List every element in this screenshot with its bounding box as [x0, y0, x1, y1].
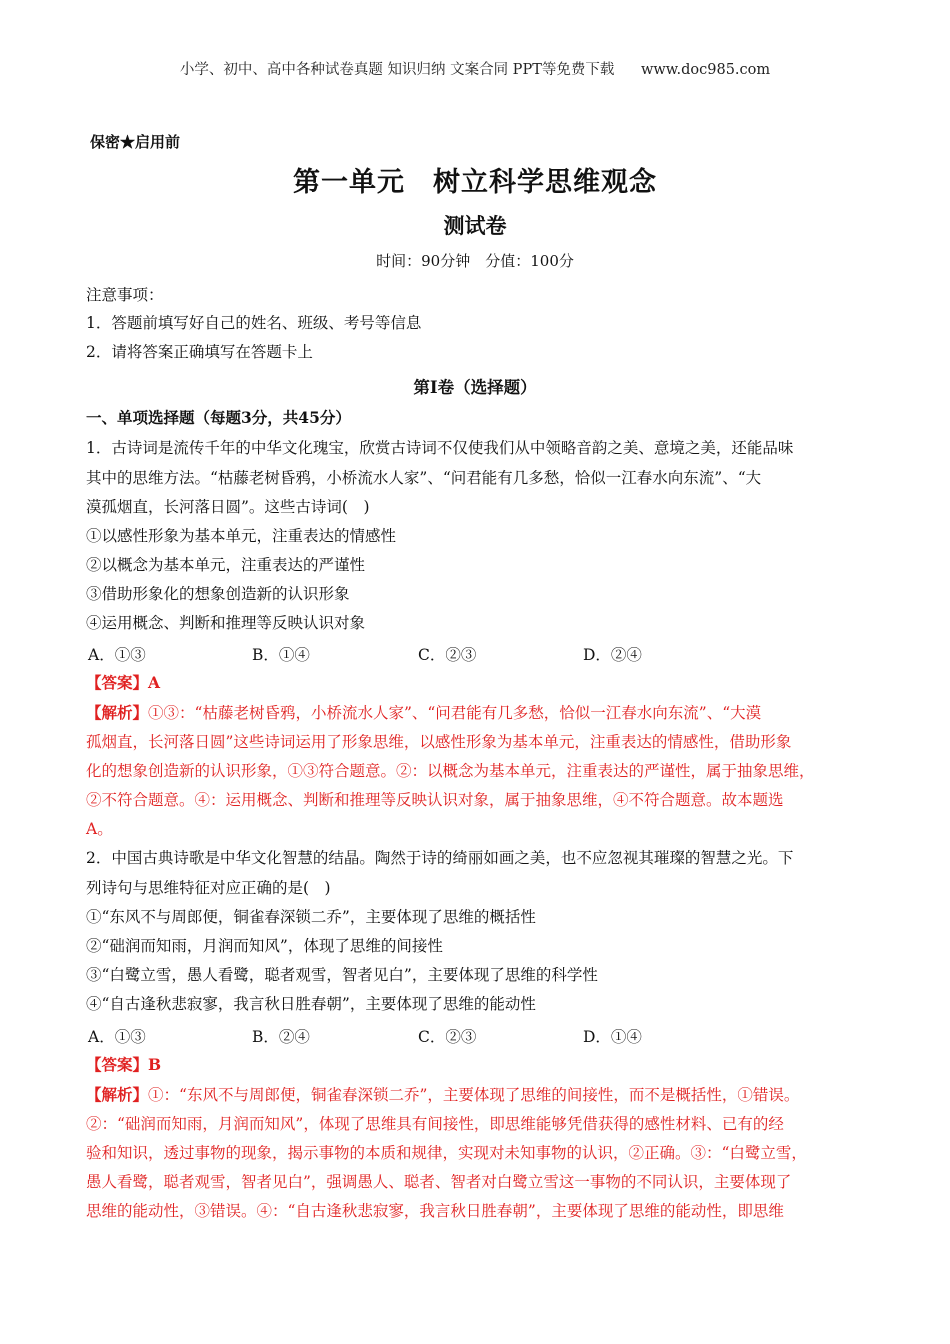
q1-option-d: D．②④: [583, 646, 642, 664]
note-item: 1．答题前填写好自己的姓名、班级、考号等信息: [86, 314, 422, 332]
q1-item: ②以概念为基本单元，注重表达的严谨性: [86, 556, 366, 574]
q1-analysis-line: ②不符合题意。④：运用概念、判断和推理等反映认识对象，属于抽象思维，④不符合题意。故本题选: [86, 791, 784, 809]
q2-analysis-line: [86, 1085, 799, 1105]
analysis-text: ①：“东风不与周郎便，铜雀春深锁二乔”，主要体现了思维的间接性，而不是概括性，①错误。: [148, 1086, 800, 1104]
analysis-tag: 【解析】: [86, 1085, 149, 1104]
q1-item: ③借助形象化的想象创造新的认识形象: [86, 585, 350, 603]
q1-option-b: B．①④: [252, 646, 310, 664]
q2-option-d: D．①④: [583, 1028, 642, 1046]
q1-answer: [86, 673, 160, 693]
q1-analysis-line: 化的想象创造新的认识形象，①③符合题意。②：以概念为基本单元，注重表达的严谨性，属于抽象思维，: [86, 762, 815, 780]
q2-analysis-line: 验和知识，透过事物的现象，揭示事物的本质和规律，实现对未知事物的认识，②正确。③：“白鹭立雪，: [86, 1144, 807, 1162]
note-item: 2．请将答案正确填写在答题卡上: [86, 343, 313, 361]
q2-analysis-line: ②：“础润而知雨，月润而知风”，体现了思维具有间接性，即思维能够凭借获得的感性材料、已有的经: [86, 1115, 784, 1133]
part-title: 第I卷（选择题）: [413, 378, 537, 397]
q2-item: ③“白鹭立雪，愚人看鹭，聪者观雪，智者见白”，主要体现了思维的科学性: [86, 966, 598, 984]
analysis-text: ①③：“枯藤老树昏鸦，小桥流水人家”、“问君能有几多愁，恰似一江春水向东流”、“大漠: [148, 704, 762, 722]
q2-stem-line: 列诗句与思维特征对应正确的是( ): [86, 879, 331, 897]
q2-answer: [86, 1055, 161, 1075]
notes-heading: 注意事项：: [86, 286, 164, 304]
q1-item: ①以感性形象为基本单元，注重表达的情感性: [86, 527, 397, 545]
confidential-mark: 保密★启用前: [90, 133, 181, 151]
q1-option-a: A．①③: [88, 646, 146, 664]
page-title: 第一单元 树立科学思维观念: [293, 167, 657, 198]
banner-url[interactable]: www.doc985.com: [640, 62, 771, 78]
answer-value: A: [148, 673, 161, 692]
q1-stem-line: 漠孤烟直，长河落日圆”。这些古诗词( ): [86, 498, 370, 516]
answer-tag: 【答案】: [86, 1055, 149, 1074]
q2-item: ④“自古逢秋悲寂寥，我言秋日胜春朝”，主要体现了思维的能动性: [86, 995, 536, 1013]
q2-item: ①“东风不与周郎便，铜雀春深锁二乔”，主要体现了思维的概括性: [86, 908, 536, 926]
q1-analysis-line: 孤烟直，长河落日圆”这些诗词运用了形象思维，以感性形象为基本单元，注重表达的情感性，借助形象: [86, 733, 792, 751]
site-banner: [0, 58, 950, 79]
banner-text: 小学、初中、高中各种试卷真题 知识归纳 文案合同 PPT等免费下载: [179, 62, 615, 78]
q1-analysis-line: A。: [86, 820, 113, 838]
analysis-tag: 【解析】: [86, 703, 149, 722]
answer-value: B: [148, 1055, 162, 1074]
answer-tag: 【答案】: [86, 673, 149, 692]
q1-option-c: C．②③: [418, 646, 477, 664]
q1-analysis-line: [86, 703, 761, 723]
time-score-info: 时间：90分钟 分值：100分: [376, 252, 574, 270]
q2-analysis-line: 愚人看鹭，聪者观雪，智者见白”，强调愚人、聪者、智者对白鹭立雪这一事物的不同认识，主要体现了: [86, 1173, 792, 1191]
q2-analysis-line: 思维的能动性，③错误。④：“自古逢秋悲寂寥，我言秋日胜春朝”，主要体现了思维的能动性，即思维: [86, 1202, 784, 1220]
page-subtitle: 测试卷: [443, 213, 507, 238]
q2-option-c: C．②③: [418, 1028, 477, 1046]
q1-stem-line: 其中的思维方法。“枯藤老树昏鸦，小桥流水人家”、“问君能有几多愁，恰似一江春水向东流”、“大: [86, 469, 762, 487]
section-title: 一、单项选择题（每题3分，共45分）: [86, 408, 351, 427]
q1-stem-line: 1．古诗词是流传千年的中华文化瑰宝，欣赏古诗词不仅使我们从中领略音韵之美、意境之美，还能品味: [86, 439, 794, 457]
q2-stem-line: 2．中国古典诗歌是中华文化智慧的结晶。陶然于诗的绮丽如画之美，也不应忽视其璀璨的智慧之光。下: [86, 849, 794, 867]
q1-item: ④运用概念、判断和推理等反映认识对象: [86, 614, 366, 632]
q2-option-a: A．①③: [88, 1028, 146, 1046]
q2-item: ②“础润而知雨，月润而知风”，体现了思维的间接性: [86, 937, 443, 955]
q2-option-b: B．②④: [252, 1028, 310, 1046]
